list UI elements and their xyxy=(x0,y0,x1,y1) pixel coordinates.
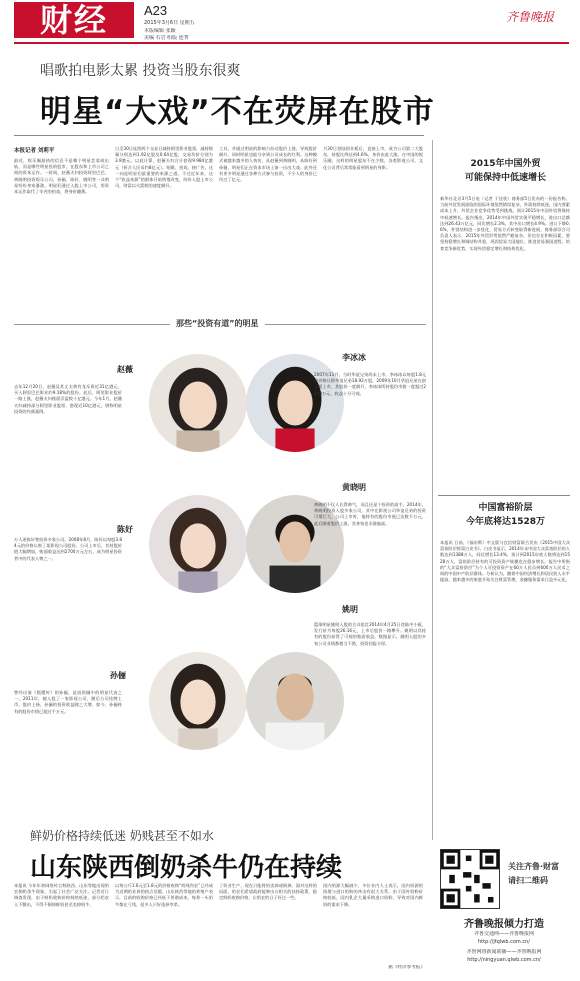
side-top-headline-2: 可能保持中低速增长 xyxy=(464,173,546,183)
bottom-story-column-2: 以每公斤1.6元至1.8元的价格收购“奶贱伤农”已经成为近期奶业界的热点话题。山东陕西等地的养殖户表示，目前的收购价格已经低于养殖成本，每养一头奶牛都在亏钱，很多人只好选择宰杀。 xyxy=(115,883,213,907)
paper-logo: 齐鲁晚报 xyxy=(506,10,555,24)
top-story-column-3: 工具，并通过明星的影响力拉动股价上涨，导致股价飙升，同时明星也能分享到公司成长的红利。这种模式被越来越多的人效仿，从赵薇到黄晓明，从陈好到孙俪，明星们正在资本市场上演一出出大戏。此外还有更多明星通过各种方式参与投资，不少人的身价已经过了亿元。 xyxy=(219,146,317,183)
star-photo-zhao-wei xyxy=(149,354,247,452)
star-name-zhao-wei: 赵薇 xyxy=(117,365,133,374)
side-top-body: 新华社北京3月5日电（记者 于佳欣）商务部5日发布的一份报告称，当前外贸发展面临的国际环境依然错综复杂，外需持续低迷，国内要素成本上升，外贸企业竞争优势受到挑战。预计2015年中国外贸将保持中低速增长。报告指出，2014年中国外贸实现平稳增长，进出口总额达到26.43万亿元，同比增长2.3%，其中出口增长4.9%，进口下降0.6%，外贸结构进一步优化，贸易方式转变取得新进展。商务部综合司负责人表示，2015年外贸形势依然严峻复杂，但也存在积极因素，要坚持稳增长和调结构并重，巩固贸易大国地位，推进贸易强国进程，培育竞争新优势，实现外贸稳定增长和结构优化。 xyxy=(440,196,570,251)
bottom-story-column-4: 国内奶源大幅减少，多位业内人士表示，国内奶源的困境与进口奶粉的冲击有很大关系。由于国外奶粉价格较低，国内乳企大量采购进口奶粉，导致对国内鲜奶的需求下降。 xyxy=(323,883,423,907)
qr-caption-2: 请扫二维码 xyxy=(508,876,548,885)
date-line: 2015年3月6日 星期五 xyxy=(144,20,195,26)
promo-line-2: 齐鲁网络新闻联播——齐鲁晚报网 xyxy=(466,949,542,955)
side-top-headline-1: 2015年中国外贸 xyxy=(470,159,541,169)
side-mid-headline-1: 中国富裕阶层 xyxy=(478,503,533,513)
star-photo-chen-hao xyxy=(149,495,247,593)
side-mid-body: 本报讯 日前，《福布斯》中文版与宜信财富联合发布《2015中国大众富裕阶层财富白皮书》。白皮书显示，2014年末中国大众富裕阶层的人数达到1388万人，同比增长13.4%，预计到2015年底人数将达到1528万人，富裕阶层持有的可投资资产规模也在稳步增长。报告中所指的“大众富裕阶层”为个人可投资资产在60万人民币到600万人民币之间的中国中产阶层群体。分析认为，随着中国经济增长和居民收入水平提高，越来越多的家庭开始关注财富管理，金融服务需求日益多元化。 xyxy=(440,540,570,583)
star-name-li-bingbing: 李冰冰 xyxy=(342,353,366,362)
top-story-column-4: 月30日登陆创业板后，直接上市，成为公司第二大股东，持股比例达到4.6%，身价由此大涨。在中国的娱乐圈，这样的明星股东不在少数，各类影视公司、文化公司背后常常能看到明星的身影。 xyxy=(323,146,423,170)
side-mid-rule xyxy=(438,495,570,496)
qr-caption-1: 关注齐鲁·财富 xyxy=(508,862,560,871)
promo-title: 齐鲁晚报倾力打造 xyxy=(464,919,544,930)
page-number: A23 xyxy=(144,3,168,18)
promo-box xyxy=(436,845,570,977)
top-story-byline: 本报记者 刘莉平 xyxy=(14,148,55,154)
star-text-sun-li: 曾经出演《甄嬛传》的孙俪，是投资圈中的明星代表之一。2011年，她入股了一家影视公司，随后公司挂牌上市，股价上扬，孙俪的投资收益随之大增。如今，孙俪持有的股份市值已超过千万元。 xyxy=(14,690,122,714)
star-text-yao-ming: 篮球明星姚明入股的合众思壮2014年4月25日登陆中小板，发行价为每股26.16元，上市后股价一路攀升。姚明以其持有的股份获得了可观的账面收益。数据显示，姚明入股的多家公司业绩都相当不错，投资回报丰厚。 xyxy=(314,622,426,646)
qr-code xyxy=(440,849,500,909)
promo-line-1: 齐鲁交通网——齐鲁晚报网 xyxy=(473,931,534,937)
masthead-rule xyxy=(14,42,569,44)
feature-section xyxy=(14,312,426,820)
portrait-image xyxy=(149,354,247,452)
bottom-story-column-1: 本报讯 今年年初网络传言称陕西、山东等地出现奶农倒奶杀牛现象，引起了社会广泛关注。记者近日调查发现，由于鲜奶收购价格持续低迷，部分奶农入不敷出，不得不倒掉鲜奶甚至卖掉奶牛。 xyxy=(14,883,109,907)
bottom-story-column-3: 了奶业生产，现在只能将奶卖掉或倒掉。面对这样的局面，奶农们希望政府能够出台相关的扶持政策，稳定鲜奶收购价格，让奶农的日子好过一些。 xyxy=(219,883,317,901)
star-name-huang-xiaoming: 黄晓明 xyxy=(342,483,366,492)
feature-banner: 那些“投资有道”的明星 xyxy=(170,318,265,329)
bottom-story-credit: 据《经济参考报》 xyxy=(388,965,425,970)
portrait-image xyxy=(149,495,247,593)
headline-rule xyxy=(14,135,424,136)
side-mid-headline-2: 今年底将达1528万 xyxy=(465,517,546,527)
star-photo-sun-li xyxy=(149,652,247,750)
star-name-chen-hao: 陈好 xyxy=(117,525,133,534)
top-story-kicker: 唱歌拍电影太累 投资当股东很爽 xyxy=(40,63,241,79)
editor-line-2: 美编 石岩 组版 连菁 xyxy=(144,35,189,41)
star-text-zhao-wei: 去年12月20日，赵薇及其丈夫黄有龙斥资近31亿港元，买入阿里巴巴影业约9.18%的股份。此后，阿里影业股价一路上涨，赵薇夫妇账面浮盈数十亿港元。今年1月，赵薇夫妇减持部分阿里影业股票，套现近10亿港元，堪称明星投资的经典案例。 xyxy=(14,384,122,414)
qr-code-icon xyxy=(441,850,499,908)
bottom-story-kicker: 鲜奶价格持续低迷 奶贱甚至不如水 xyxy=(30,829,214,843)
star-text-huang-xiaoming: 黄晓明不仅人长得帅气，而且还是个投资的高手。2014年，黄晓明投资入股多家公司，其中在影视公司华谊兄弟的投资可谓巨大，公司上市时，他持有的股份市值已达数千万元，此后随着股价上涨，其身家也水涨船高。 xyxy=(314,502,426,526)
bottom-story-headline: 山东陕西倒奶杀牛仍在持续 xyxy=(30,853,343,883)
promo-url-1[interactable]: http://jtqlwb.com.cn/ xyxy=(478,939,530,945)
star-name-yao-ming: 姚明 xyxy=(342,605,358,614)
masthead xyxy=(0,0,580,46)
editor-line: 本版编辑 张颖 xyxy=(144,28,176,34)
section-title: 财经 xyxy=(14,2,134,38)
star-text-chen-hao: 万人迷陈好曾投资多家公司。2008年8月，陈好以每股3.84元的价格认购了某影视公司股份。公司上市后，其持股价值大幅增加，账面收益达到2700万元左右，成为明星投资者中的代表人物之一。 xyxy=(14,537,122,561)
right-column-divider xyxy=(432,140,433,840)
top-story-column-2: 日至30日连续两个交易日减持阿里影业股票，减持数量分别达到1.92亿股及0.64亿股，交易均价分别为3.9港元。以此计算，赵薇夫妇合计套现9.984亿港元（折合人民币约8亿元）。唱歌、拍戏、接广告，这一向是明星们最重要的来源之道。不过近年来，这个“收益来源”的群体开始悄悄改变，纷纷入股上市公司，财富以火箭般的速度飙升。 xyxy=(115,146,213,189)
top-story-headline: 明星“大戏”不在荧屏在股市 xyxy=(40,94,435,130)
promo-url-2[interactable]: http://ningyuan.qlwb.com.cn/ xyxy=(467,957,541,963)
portrait-image xyxy=(149,652,247,750)
star-text-li-bingbing: 2007年11月，当时华谊兄弟尚未上市，李冰冰以每股1.8元的价格认购华谊兄弟18.92万股。2009年10月华谊兄弟在创业板上市，其股价一度飙升，李冰冰所持股份市值一度超过2000万元，收益十分可观。 xyxy=(314,372,426,396)
top-story-column-1: 最近，娱乐圈最热的信息不是哪个明星恋爱或出轨，而是哪些明星投资股市，在股东和上市公司之间的资本运作。一时间，赵薇夫妇投资阿里巴巴，黄晓明投资娱乐公司，孙俪、陈好、姚明等一众明星纷纷身家暴涨。明星们通过入股上市公司，用资本运作取代了辛苦的拍戏，将身价翻番。 xyxy=(14,158,109,195)
star-name-sun-li: 孙俪 xyxy=(110,671,126,680)
